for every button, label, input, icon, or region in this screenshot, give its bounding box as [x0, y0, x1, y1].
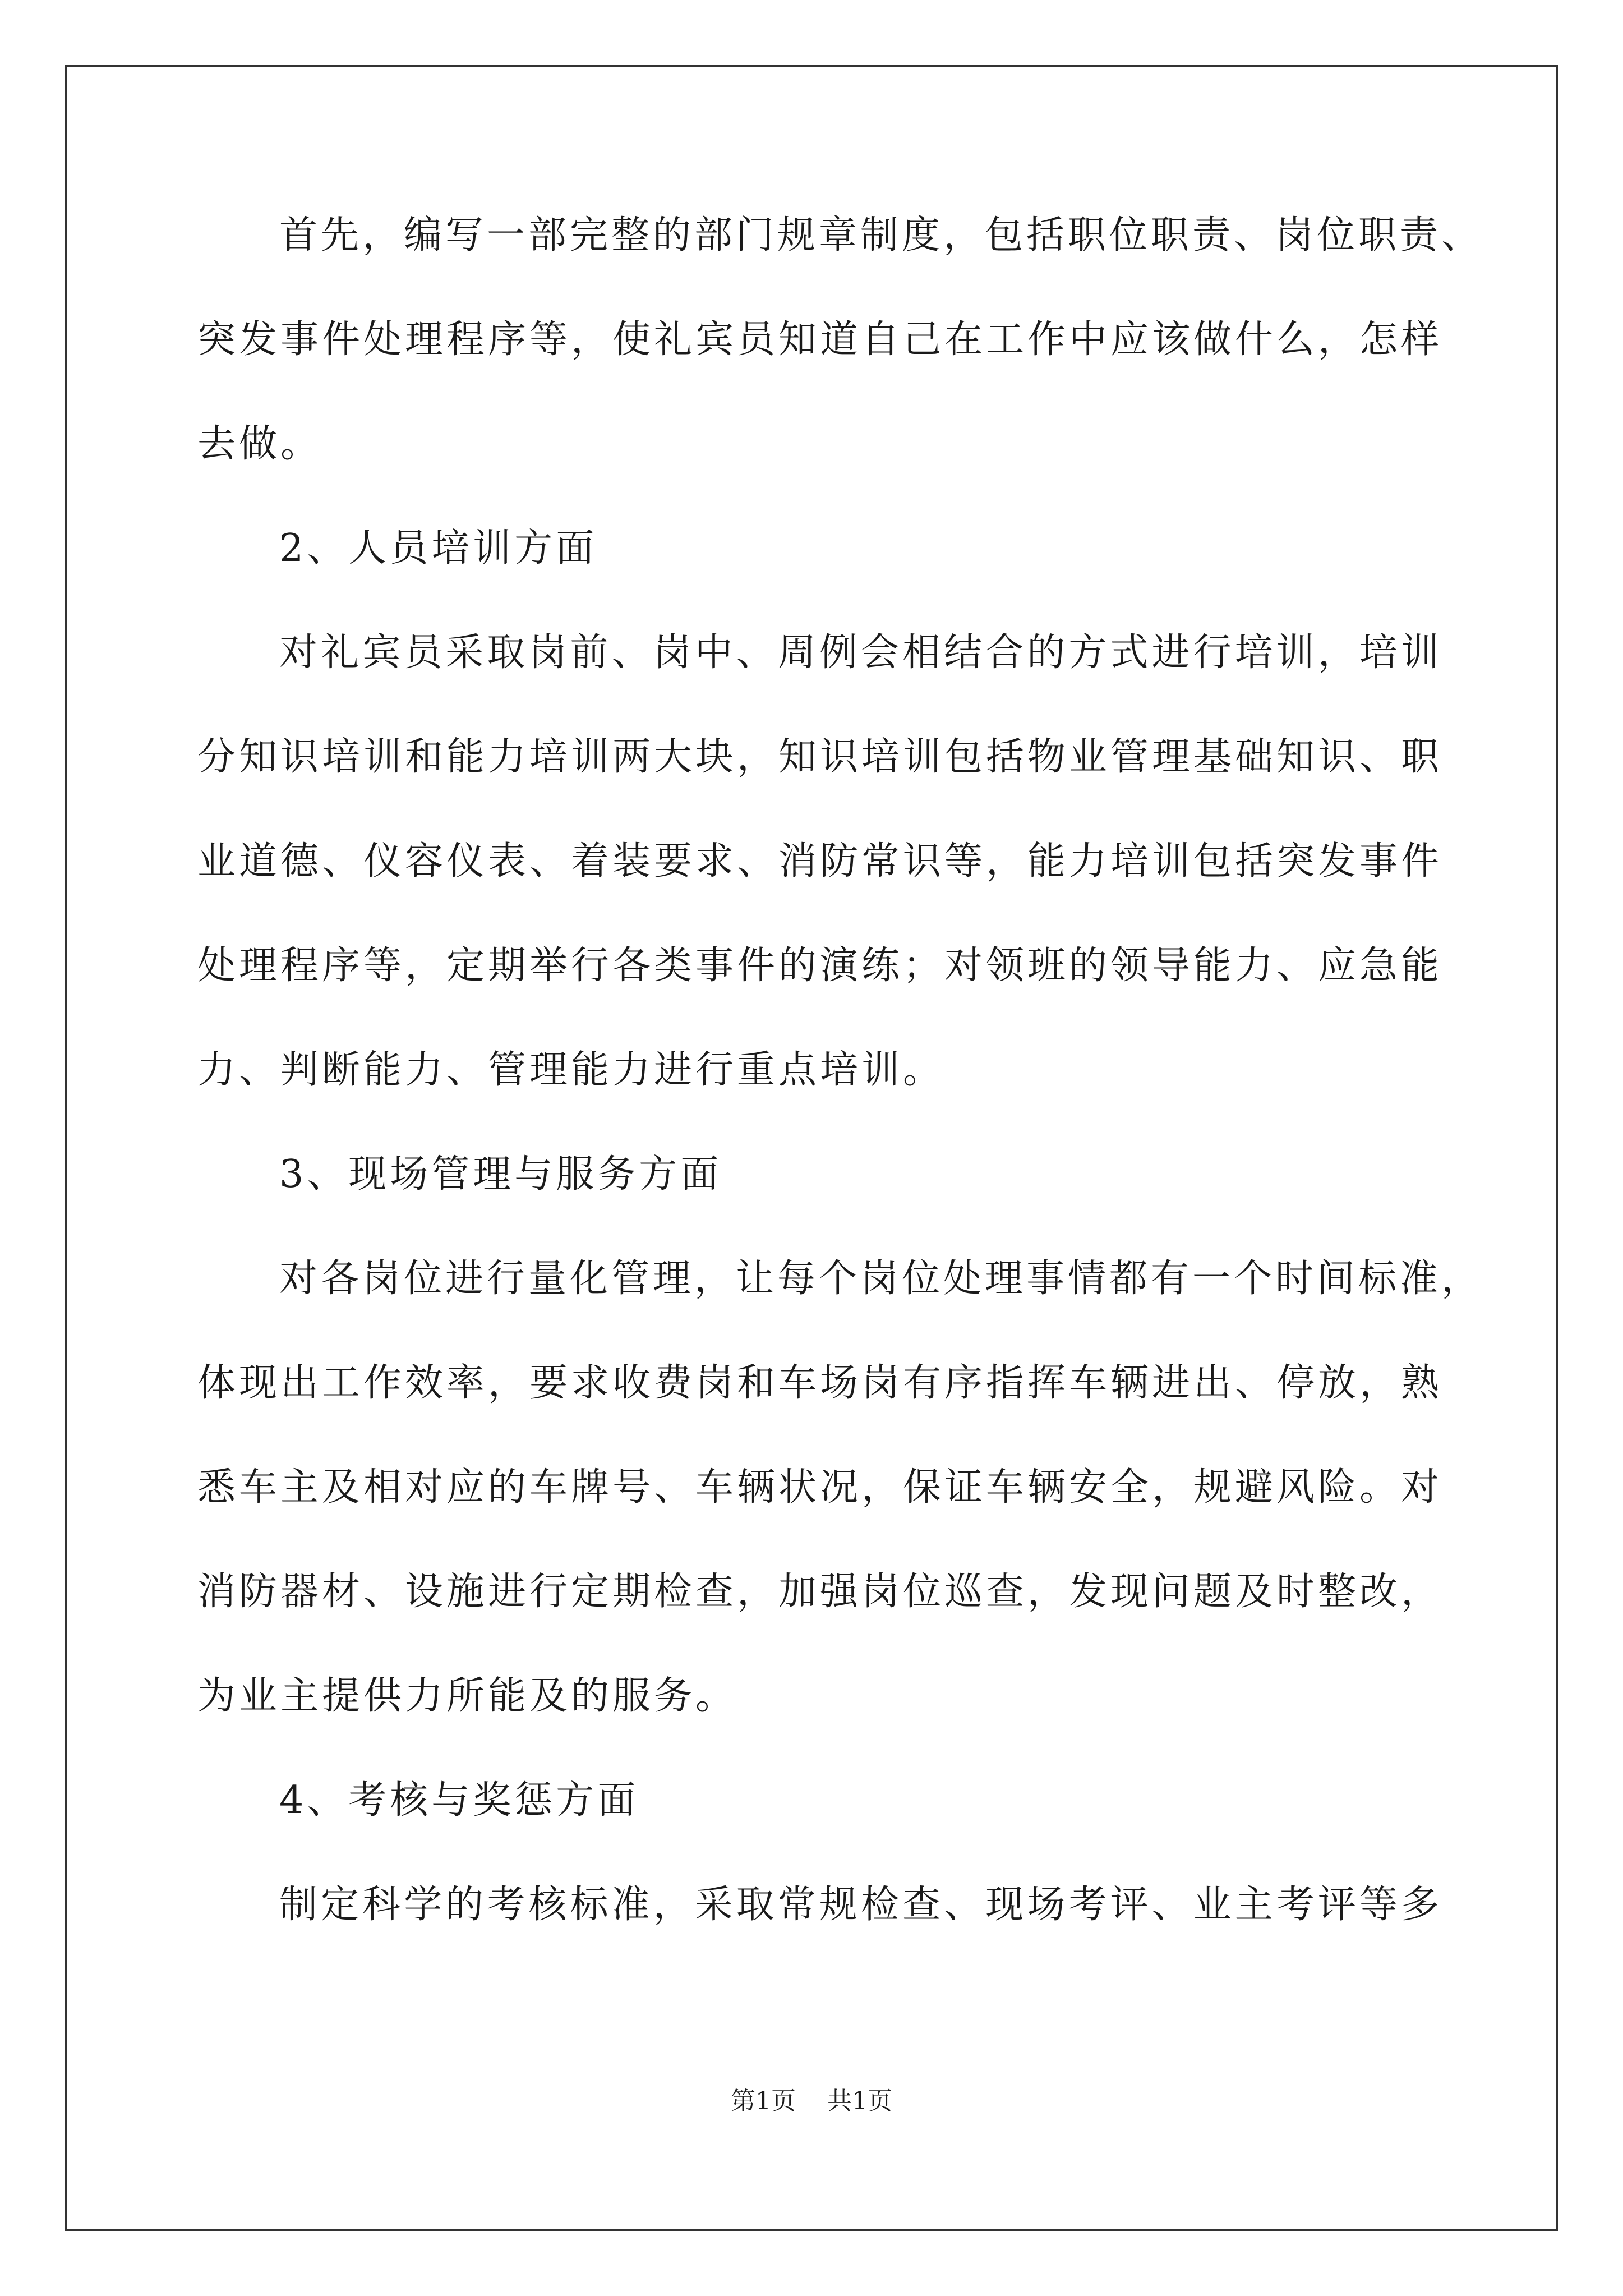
paragraph-line: 消防器材、设施进行定期检查，加强岗位巡查，发现问题及时整改，	[197, 1570, 1443, 1614]
paragraph-line: 悉车主及相对应的车牌号、车辆状况，保证车辆安全，规避风险。对	[197, 1465, 1443, 1510]
paragraph-line: 对各岗位进行量化管理，让每个岗位处理事情都有一个时间标准，	[279, 1257, 1483, 1301]
paragraph-line: 力、判断能力、管理能力进行重点培训。	[197, 1048, 945, 1092]
paragraph-line: 处理程序等，定期举行各类事件的演练；对领班的领导能力、应急能	[197, 944, 1443, 988]
paragraph-line: 首先，编写一部完整的部门规章制度，包括职位职责、岗位职责、	[279, 213, 1483, 257]
paragraph-line: 制定科学的考核标准，采取常规检查、现场考评、业主考评等多	[279, 1883, 1442, 1927]
page-footer	[0, 2086, 1623, 2117]
page-number: 第1页	[731, 2087, 796, 2115]
section-heading: 3、现场管理与服务方面	[279, 1152, 722, 1197]
paragraph-line: 突发事件处理程序等，使礼宾员知道自己在工作中应该做什么，怎样	[197, 318, 1443, 362]
paragraph-line: 为业主提供力所能及的服务。	[197, 1674, 737, 1718]
paragraph-line: 业道德、仪容仪表、着装要求、消防常识等，能力培训包括突发事件	[197, 839, 1443, 884]
section-heading: 4、考核与奖惩方面	[279, 1778, 639, 1823]
paragraph-line: 分知识培训和能力培训两大块，知识培训包括物业管理基础知识、职	[197, 735, 1443, 779]
paragraph-line: 去做。	[197, 422, 322, 466]
section-heading: 2、人员培训方面	[279, 526, 598, 570]
page-total: 共1页	[827, 2087, 892, 2115]
paragraph-line: 体现出工作效率，要求收费岗和车场岗有序指挥车辆进出、停放，熟	[197, 1361, 1443, 1405]
paragraph-line: 对礼宾员采取岗前、岗中、周例会相结合的方式进行培训，培训	[279, 631, 1442, 675]
